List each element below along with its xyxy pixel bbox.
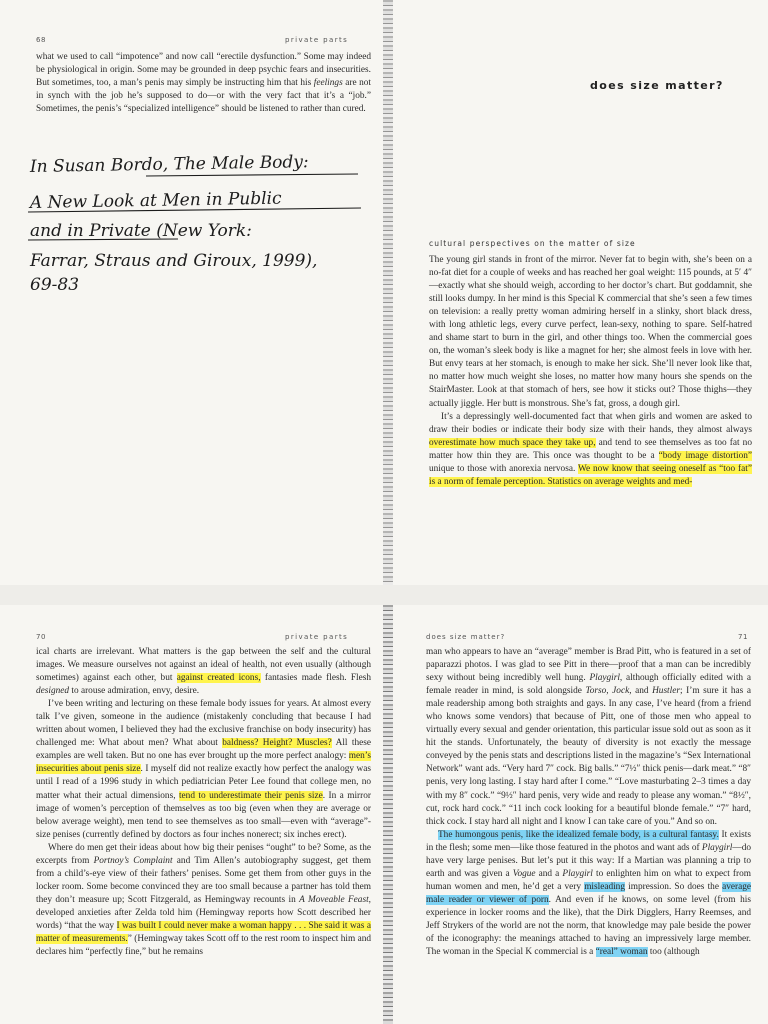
folio-70: 70	[36, 633, 46, 641]
italic-text: Vogue	[512, 868, 536, 879]
body-text-68	[36, 51, 371, 116]
highlight-yellow: overestimate how much space they take up,	[429, 437, 596, 448]
paragraph: The humongous penis, like the idealized female body, is a cultural fantasy. It exists in the flesh; some men—like those featured in the photos and want ads of Playgirl—do have very large penises. But let’s put it this way: If a Martian was planning a trip to earth and was given a Vogue and a Playgirl to enlighten him on what to expect from human women and men, he’d get a very misleading impression. So does the average male reader or viewer of porn. And even if he knows, on some level (from his experience in locker rooms and the like), that the Dirk Digglers, Harry Reemses, and Jeff Strykers of the world are not the norm, that knowledge may pale beside the power of the iconography: the meanings attached to having an impressively large member. The woman in the Special K commercial is a “real” woman too (although	[426, 829, 752, 958]
italic-text: Playgirl	[562, 868, 593, 879]
highlight-blue: The humongous penis, like the idealized female body, is a cultural fantasy.	[438, 829, 719, 840]
paragraph: It’s a depressingly well-documented fact that when girls and women are asked to draw their bodies or indicate their body size with their hands, they almost always overestimate how much space they take up, and tend to see themselves as too fat no matter how thin they are. This once was thought to be a “body image distortion” unique to those with anorexia nervosa. We now know that seeing oneself as “too fat” is a norm of female perception. Statistics on average weights and med-	[429, 411, 752, 487]
italic-text: Playgirl	[589, 673, 620, 684]
handwritten-line: Farrar, Straus and Giroux, 1999),	[30, 251, 318, 271]
folio-68: 68	[36, 36, 46, 44]
italic-text: feelings	[313, 78, 343, 89]
scan-divider	[0, 585, 768, 605]
italic-text: Torso, Jock,	[585, 686, 632, 697]
page-69	[392, 0, 768, 585]
body-text-71	[426, 646, 751, 959]
handwritten-line: A New Look at Men in Public	[29, 188, 282, 213]
chapter-title: does size matter?	[590, 79, 724, 92]
highlight-yellow: baldness? Height? Muscles?	[222, 738, 332, 749]
handwritten-line: 69-83	[30, 275, 80, 295]
highlight-yellow: against created icons,	[176, 673, 261, 684]
paragraph: Where do men get their ideas about how big their penises “ought” to be? Some, as the excerpts from Portnoy’s Complaint and Tim Allen’s autobiography suggest, get them from a child’s-eye view of their fathers’ penises. Some get them from other guys in the locker room. Some become convinced they are too small because a partner has told them they don’t measure up; Scott Fitzgerald, as Hemingway recounts in A Moveable Feast, developed anxieties after Zelda told him (Hemingway reports how Scott described her words) “that the way I was built I could never make a woman happy . . . She said it was a matter of measurements.” (Hemingway takes Scott off to the rest room to inspect him and declares him “perfectly fine,” but he remains	[36, 842, 371, 958]
highlight-yellow: tend to underestimate their penis size	[178, 790, 323, 801]
italic-text: designed	[36, 686, 70, 697]
binding-gutter	[383, 0, 393, 585]
binding-gutter	[383, 605, 393, 1024]
paragraph: The young girl stands in front of the mirror. Never fat to begin with, she’s been on a no-fat diet for a couple of weeks and has reached her goal weight: 115 pounds, at 5′ 4″—exactly what she should weigh, according to her doctor’s chart. But goddamnit, she still looks dumpy. In her mind is this Special K commercial that she’s seen a few times on television: a really pretty woman admiring herself in a slinky, short black dress, with long athletic legs, every curve perfect, lean-sexy, nothing to spare. Self-hatred and shame start to burn in the girl, and other things too. When the commercial goes on, the woman’s sleek body is like a magnet for her; she almost feels in love with her. But envy tears at her stomach, is enough to make her sick. She’ll never look like that, no matter how much weight she loses, no matter how many hours she spends on the StairMaster. Look at that stomach of hers, see how it sticks out? Those thighs—they actually jiggle. Her butt is monstrous. She’s fat, gross, a dough girl.	[429, 255, 752, 409]
body-text-69	[429, 254, 752, 489]
italic-text: Hustler	[652, 686, 680, 697]
italic-text: A Moveable Feast	[299, 894, 369, 905]
folio-71: 71	[738, 633, 748, 641]
running-head-71: does size matter?	[426, 633, 506, 641]
page-68	[0, 0, 385, 585]
handwritten-line: In Susan Bordo, The Male Body:	[29, 152, 309, 177]
highlight-yellow: men’s insecurities about penis size	[36, 751, 371, 775]
page-70	[0, 605, 385, 1024]
paragraph: I’ve been writing and lecturing on these female body issues for years. At almost every talk I’ve given, someone in the audience (mistakenly concluding that because I had written about women, I believed they had the exclusive franchise on body insecurity) has challenged me: What about men? What about baldness? Height? Muscles? All these examples are well taken. But no one has ever brought up the more perfect analogy: men’s insecurities about penis size. I myself did not realize exactly how perfect the analogy was until I read of a 1996 study in which pediatrician Peter Lee found that college men, no matter what their actual dimensions, tend to underestimate their penis size. In a mirror image of women’s perception of themselves as too big (even when they are average or below average weight), men tend to see themselves as too small—even with “average”-size penises (currently defined by doctors as four inches nonerect; six inches erect).	[36, 699, 372, 840]
highlight-blue: misleading	[584, 881, 625, 892]
italic-text: Playgirl	[701, 842, 733, 853]
highlight-yellow: We now know that seeing oneself as “too fat” is a norm of female perception. Statistics on average weights and med-	[429, 463, 752, 487]
handwritten-citation	[26, 148, 366, 298]
highlight-yellow: I was built I could never make a woman happy . . . She said it was a matter of measurements.	[36, 920, 371, 945]
page-71	[392, 605, 768, 1024]
paragraph: ical charts are irrelevant. What matters is the gap between the self and the cultural images. We measure ourselves not against an ideal of health, not even usually (although sometimes) against each other, but against created icons, fantasies made flesh. Flesh designed to arouse admiration, envy, desire.	[36, 647, 372, 697]
highlight-yellow: “body image distortion”	[658, 450, 752, 461]
handwritten-line: and in Private (New York:	[30, 221, 252, 241]
subheading: cultural perspectives on the matter of size	[429, 239, 636, 248]
highlight-blue: average male reader or viewer of porn	[426, 881, 752, 905]
body-text-70	[36, 646, 371, 959]
running-head-68: private parts	[285, 36, 349, 44]
italic-text: Portnoy’s Complaint	[93, 855, 173, 866]
highlight-blue: “real” woman	[595, 947, 648, 958]
paragraph: man who appears to have an “average” member is Brad Pitt, who is featured in a set of paparazzi photos. I was glad to see Pitt in there—proof that a man can be incredibly sexy without being incredibly well hung. Playgirl, although officially edited with a female reader in mind, is sold alongside Torso, Jock, and Hustler; I’m sure it has a male readership among both straights and gays. In any case, I’ve heard (from a friend who knows some vendors) that because of Pitt, one of those men who appeal to virtually every sexual and gender orientation, this particular issue sold out as soon as it hit the stands. Unfortunately, the beauty of diversity is not exactly the message conveyed by the penis stats and descriptions listed in the magazine’s “Sex International Network” want ads. “Very hard 7″ cock. Big balls.” “7½″ thick penis—dark meat.” “8″ penis, very long lasting. I stay hard after I come.” “Love masturbating 2–3 times a day with my 8″ cock.” “9½″ hard penis, very wide and ready to please any woman.” “8½″, cut, rock hard cock.” “11 inch cock looking for a beautiful blonde female.” “7″ hard, thick cock. I stay hard all night and I know I can take care of you.” And so on.	[426, 647, 751, 827]
running-head-70: private parts	[285, 633, 349, 641]
paragraph: what we used to call “impotence” and now call “erectile dysfunction.” Some may indeed be physiological in origin. Some may be grounded in deep psychic fears and insecurities. But sometimes, too, a man’s penis may simply be instructing him that his feelings are not in synch with the job he’s supposed to do—or with the very fact that it’s a “job.” Sometimes, the penis’s “specialized intelligence” should be listened to rather than cured.	[36, 52, 371, 115]
